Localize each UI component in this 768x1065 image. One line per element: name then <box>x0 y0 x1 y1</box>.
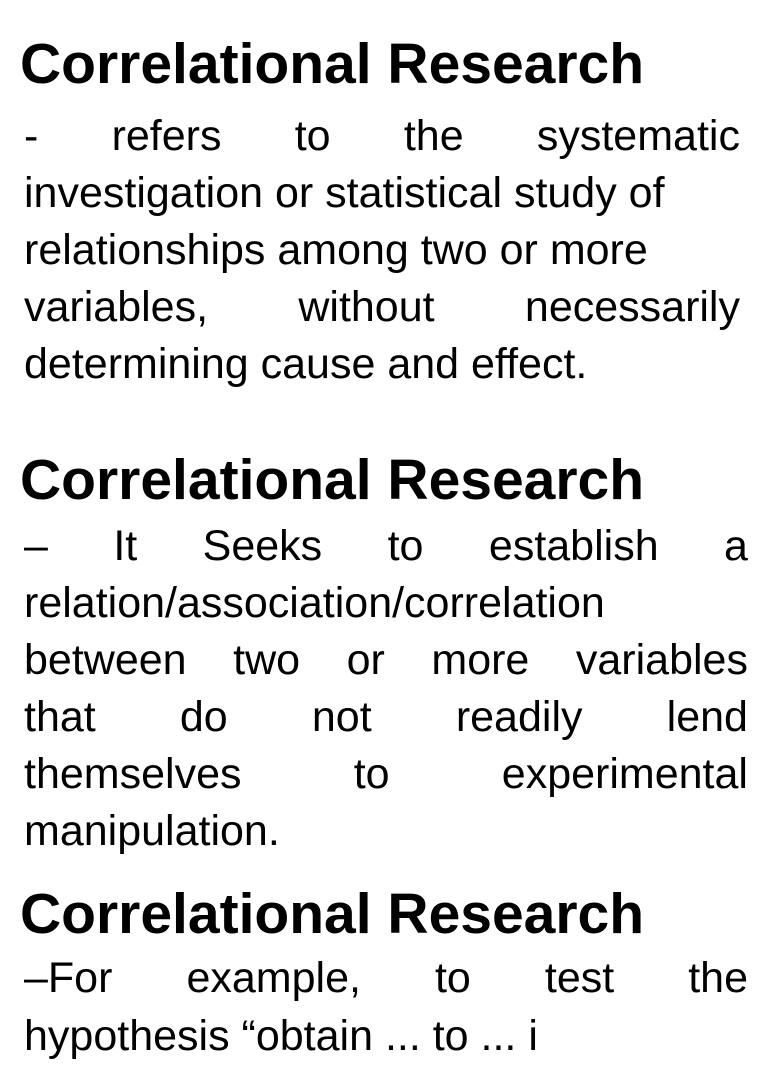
word: the <box>688 954 748 1002</box>
section-1-body <box>24 108 740 393</box>
section-2-body <box>24 518 748 860</box>
word: Seeks <box>202 522 323 570</box>
word: the <box>403 112 464 160</box>
paragraph-line <box>24 518 748 575</box>
word: variables <box>575 636 748 684</box>
word: to <box>434 954 471 1002</box>
word: that <box>24 693 96 741</box>
word: to <box>387 522 424 570</box>
word: necessarily <box>524 283 740 331</box>
paragraph-line: relation/association/correlation <box>24 579 605 627</box>
word: do <box>179 693 228 741</box>
paragraph-line: investigation or statistical study of <box>24 169 665 217</box>
word: refers <box>111 112 222 160</box>
word: not <box>311 693 372 741</box>
word: to <box>294 112 331 160</box>
paragraph-line <box>24 108 740 165</box>
word: systematic <box>536 112 740 160</box>
paragraph-line: determining cause and effect. <box>24 340 588 388</box>
word: –For <box>24 954 113 1002</box>
paragraph-line <box>24 950 748 1007</box>
word: experimental <box>501 750 748 798</box>
word: – <box>24 522 48 570</box>
section-2-heading: Correlational Research <box>20 448 645 512</box>
word: themselves <box>24 750 242 798</box>
paragraph-line <box>24 689 748 746</box>
section-3-cut-off-line: hypothesis “obtain ... to ... i <box>24 1012 538 1060</box>
word: It <box>113 522 138 570</box>
paragraph-line <box>24 279 740 336</box>
word: - <box>24 112 39 160</box>
word: more <box>431 636 530 684</box>
paragraph-line <box>24 632 748 689</box>
word: a <box>724 522 748 570</box>
section-3-body <box>24 950 748 1007</box>
word: variables, <box>24 283 209 331</box>
word: establish <box>488 522 659 570</box>
paragraph-line: manipulation. <box>24 807 280 855</box>
section-3-heading: Correlational Research <box>20 882 645 946</box>
word: to <box>353 750 390 798</box>
section-1-heading: Correlational Research <box>20 32 645 96</box>
paragraph-line <box>24 746 748 803</box>
paragraph-line: relationships among two or more <box>24 226 648 274</box>
word: test <box>544 954 615 1002</box>
word: between <box>24 636 187 684</box>
word: example, <box>186 954 361 1002</box>
word: readily <box>455 693 583 741</box>
word: lend <box>666 693 748 741</box>
word: without <box>298 283 435 331</box>
word: two <box>233 636 301 684</box>
word: or <box>346 636 385 684</box>
